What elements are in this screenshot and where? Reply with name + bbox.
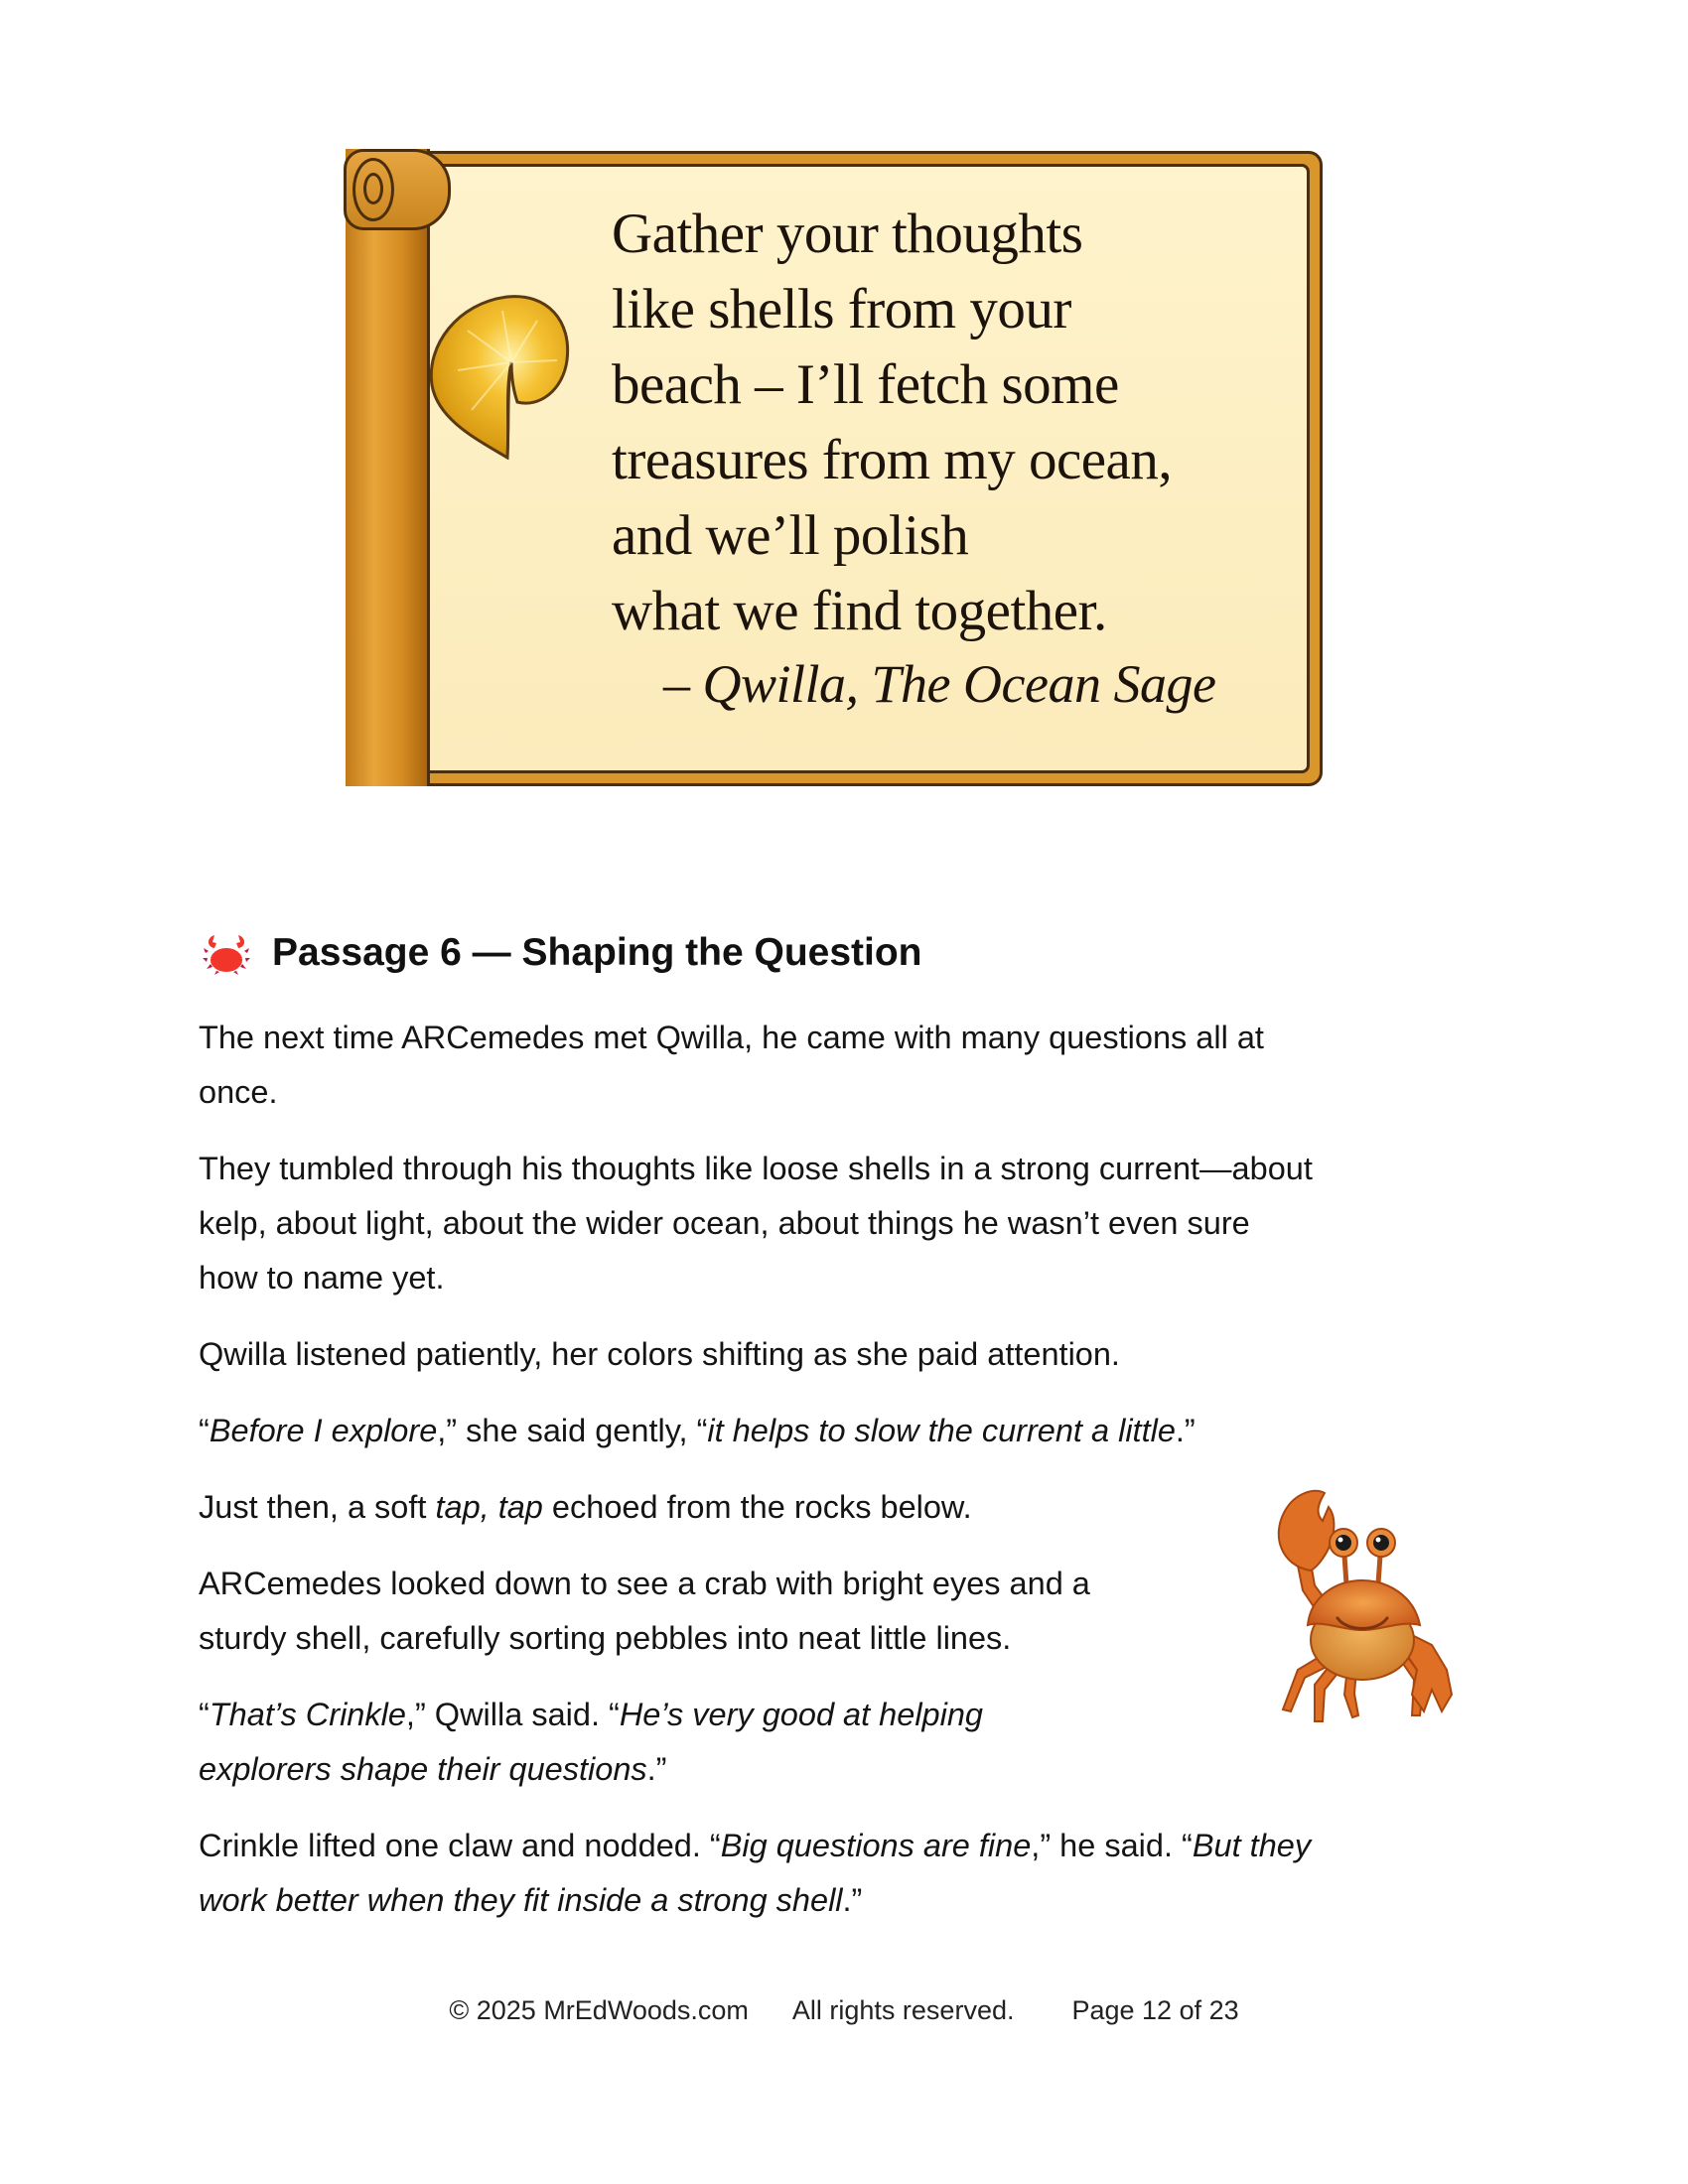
nautilus-shell-icon bbox=[428, 291, 575, 460]
quote-scroll-image bbox=[346, 149, 1323, 786]
narration: ,” she said gently, “ bbox=[437, 1413, 708, 1448]
italic-speech: Before I explore bbox=[209, 1413, 438, 1448]
footer-copyright: © 2025 MrEdWoods.com bbox=[449, 1995, 749, 2025]
quote-mark: “ bbox=[199, 1697, 210, 1732]
quote-mark: “ bbox=[199, 1413, 210, 1448]
quote-line: Gather your thoughts bbox=[612, 203, 1083, 265]
italic-speech: Big questions are fine bbox=[720, 1828, 1032, 1863]
italic-speech: He’s very good at helping bbox=[619, 1697, 983, 1732]
text-line bbox=[199, 1873, 1311, 1928]
text-line bbox=[199, 1404, 1196, 1458]
quote-line: treasures from my ocean, bbox=[612, 429, 1173, 491]
text-line: how to name yet. bbox=[199, 1260, 445, 1296]
crab-icon bbox=[203, 931, 250, 975]
text-line: kelp, about light, about the wider ocean, about things he wasn’t even sure bbox=[199, 1205, 1250, 1241]
paragraph-4 bbox=[199, 1404, 1196, 1458]
paragraph-1 bbox=[199, 1011, 1264, 1120]
quote-line: like shells from your bbox=[612, 278, 1071, 341]
paragraph-7 bbox=[199, 1688, 983, 1797]
text-line bbox=[199, 1742, 983, 1797]
quote-line: and we’ll polish bbox=[612, 504, 969, 567]
quote-mark: .” bbox=[1175, 1413, 1196, 1448]
waving-crab-illustration bbox=[1253, 1481, 1466, 1725]
text-line: The next time ARCemedes met Qwilla, he came with many questions all at bbox=[199, 1020, 1264, 1055]
narration: Just then, a soft bbox=[199, 1489, 436, 1525]
paragraph-5 bbox=[199, 1480, 972, 1535]
section-heading bbox=[203, 931, 922, 975]
quote-attribution: – Qwilla, The Ocean Sage bbox=[663, 654, 1216, 714]
text-line: sturdy shell, carefully sorting pebbles into neat little lines. bbox=[199, 1620, 1012, 1656]
footer-page-number: Page 12 of 23 bbox=[1071, 1995, 1239, 2025]
narration: ,” he said. “ bbox=[1031, 1828, 1193, 1863]
italic-speech: it helps to slow the current a little bbox=[707, 1413, 1176, 1448]
quote-line: beach – I’ll fetch some bbox=[612, 353, 1119, 416]
narration: ,” Qwilla said. “ bbox=[405, 1697, 620, 1732]
scroll-rod-icon bbox=[346, 149, 430, 786]
narration: Crinkle lifted one claw and nodded. “ bbox=[199, 1828, 721, 1863]
quote-text bbox=[612, 197, 1297, 649]
quote-mark: .” bbox=[646, 1751, 667, 1787]
quote-line: what we find together. bbox=[612, 580, 1107, 642]
scroll-curl-icon bbox=[344, 149, 451, 230]
paragraph-8 bbox=[199, 1819, 1311, 1928]
page-footer bbox=[0, 1995, 1688, 2026]
italic-speech: work better when they fit inside a strong shell bbox=[199, 1882, 843, 1918]
paragraph-6 bbox=[199, 1557, 1090, 1666]
italic-sound: tap, tap bbox=[435, 1489, 543, 1525]
italic-speech: explorers shape their questions bbox=[199, 1751, 647, 1787]
paragraph-2 bbox=[199, 1142, 1313, 1305]
text-line: once. bbox=[199, 1074, 278, 1110]
quote-mark: .” bbox=[842, 1882, 863, 1918]
italic-speech: That’s Crinkle bbox=[209, 1697, 406, 1732]
text-line bbox=[199, 1480, 972, 1535]
footer-rights: All rights reserved. bbox=[791, 1995, 1015, 2025]
text-line bbox=[199, 1688, 983, 1742]
text-line: They tumbled through his thoughts like loose shells in a strong current—about bbox=[199, 1151, 1313, 1186]
text-line: ARCemedes looked down to see a crab with bright eyes and a bbox=[199, 1566, 1090, 1601]
text-line: Qwilla listened patiently, her colors shifting as she paid attention. bbox=[199, 1336, 1120, 1372]
section-title: Passage 6 — Shaping the Question bbox=[272, 931, 922, 974]
paragraph-3 bbox=[199, 1327, 1120, 1382]
italic-speech: But they bbox=[1192, 1828, 1312, 1863]
text-line bbox=[199, 1819, 1311, 1873]
narration: echoed from the rocks below. bbox=[542, 1489, 972, 1525]
